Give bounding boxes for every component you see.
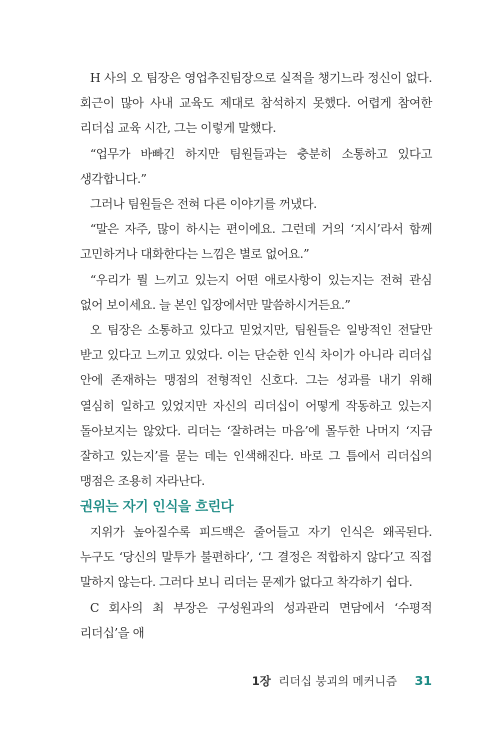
body-text-block-2	[80, 520, 432, 646]
chapter-label: 1장	[251, 674, 271, 688]
paragraph: 그러나 팀원들은 전혀 다른 이야기를 꺼냈다.	[90, 197, 317, 212]
paragraph: 지위가 높아질수록 피드백은 줄어들고 자기 인식은 왜곡된다. 누구도 ‘당신의 말투가 불편하다’, ‘그 결정은 적합하지 않다’고 직접 말하지 않는다. 그러다 보니 리더는 문제가 없다고 착각하기 쉽다.	[80, 525, 432, 590]
paragraph: “우리가 뭘 느끼고 있는지 어떤 애로사항이 있는지는 전혀 관심 없어 보이세요. 늘 본인 입장에서만 말씀하시거든요.”	[80, 272, 432, 312]
chapter-title: 리더십 붕괴의 메커니즘	[278, 674, 397, 688]
page-footer	[0, 673, 432, 689]
paragraph: H 사의 오 팀장은 영업추진팀장으로 실적을 챙기느라 정신이 없다. 회근이 많아 사내 교육도 제대로 참석하지 못했다. 어렵게 참여한 리더십 교육 시간, 그는 이렇게 말했다.	[80, 71, 432, 136]
paragraph: “업무가 바빠긴 하지만 팀원들과는 충분히 소통하고 있다고 생각합니다.”	[80, 146, 432, 186]
paragraph: “말은 자주, 많이 하시는 편이에요. 그런데 거의 ‘지시’라서 함께 고민하거나 대화한다는 느낌은 별로 없어요.”	[80, 222, 432, 262]
paragraph: 오 팀장은 소통하고 있다고 믿었지만, 팀원들은 일방적인 전달만 받고 있다고 느끼고 있었다. 이는 단순한 인식 차이가 아니라 리더십 안에 존재하는 맹점의 전형적인 신호다. 그는 성과를 내기 위해 열심히 일하고 있었지만 자신의 리더십이 어떻게 작동하고 있는지 돌아보지는 않았다. 리더는 ‘잘하려는 마음’에 몰두한 나머지 ‘지금 잘하고 있는지’를 묻는 데는 인색해진다. 바로 그 틈에서 리더십의 맹점은 조용히 자라난다.	[80, 323, 432, 489]
body-text-block	[80, 66, 432, 494]
section-heading: 권위는 자기 인식을 흐린다	[80, 499, 234, 515]
page-number: 31	[414, 673, 432, 688]
paragraph: C 회사의 최 부장은 구성원과의 성과관리 면담에서 ‘수평적 리더십’을 애	[80, 600, 432, 640]
